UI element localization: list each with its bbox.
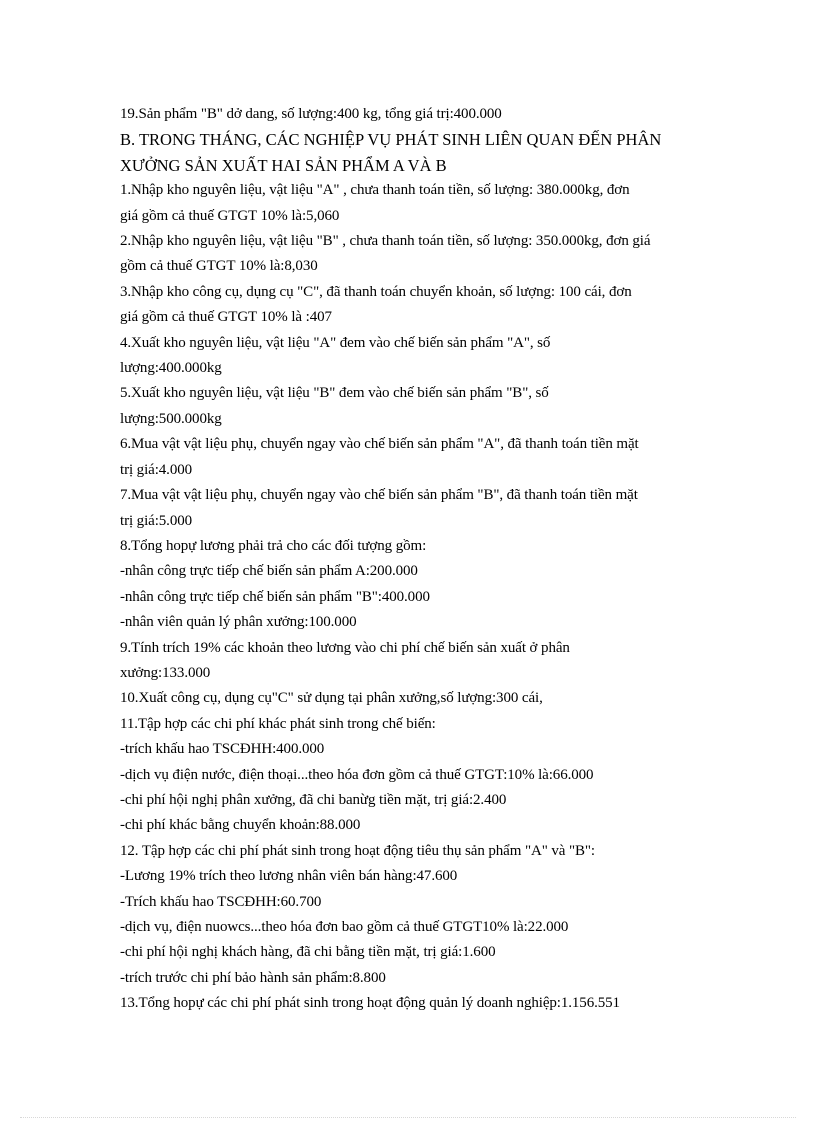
transaction-2-line-2: gồm cả thuế GTGT 10% là:8,030 [120, 258, 318, 275]
transaction-4-line-2: lượng:400.000kg [120, 360, 222, 377]
transaction-9-line-2: xưởng:133.000 [120, 664, 211, 681]
transaction-5-line-1: 5.Xuất kho nguyên liệu, vật liệu "B" đem vào chế biến sản phẩm "B", số [120, 385, 549, 402]
document-body [120, 102, 710, 1017]
transaction-9-line-1: 9.Tính trích 19% các khoản theo lương vào chi phí chế biến sản xuất ở phân [120, 639, 570, 656]
transaction-11-item-4: -chi phí khác bằng chuyển khoản:88.000 [120, 817, 361, 834]
transaction-3-line-2: giá gồm cả thuế GTGT 10% là :407 [120, 309, 332, 326]
transaction-12-item-3: -dịch vụ, điện nuowcs...theo hóa đơn bao gồm cả thuế GTGT10% là:22.000 [120, 919, 569, 935]
transaction-5-line-2: lượng:500.000kg [120, 410, 222, 427]
transaction-12-item-1: -Lương 19% trích theo lương nhân viên bán hàng:47.600 [120, 868, 458, 885]
transaction-11-heading: 11.Tập hợp các chi phí khác phát sinh trong chế biến: [120, 715, 436, 732]
transaction-12-item-5: -trích trước chi phí bảo hành sản phẩm:8.800 [120, 969, 386, 986]
transaction-4-line-1: 4.Xuất kho nguyên liệu, vật liệu "A" đem vào chế biến sản phẩm "A", số [120, 334, 551, 351]
transaction-1-line-2: giá gồm cả thuế GTGT 10% là:5,060 [120, 207, 340, 224]
transaction-6-line-1: 6.Mua vật vật liệu phụ, chuyển ngay vào chế biến sản phẩm "A", đã thanh toán tiền mặt [120, 436, 639, 453]
transaction-1-line-1: 1.Nhập kho nguyên liệu, vật liệu "A" , chưa thanh toán tiền, số lượng: 380.000kg, đơn [120, 182, 630, 199]
transaction-8-item-3: -nhân viên quản lý phân xưởng:100.000 [120, 614, 357, 631]
section-b-heading-line-2: XƯỞNG SẢN XUẤT HAI SẢN PHẨM A VÀ B [120, 155, 447, 175]
item-19-wip-product-b: 19.Sản phẩm "B" dở dang, số lượng:400 kg, tổng giá trị:400.000 [120, 106, 502, 122]
transaction-12-item-2: -Trích khấu hao TSCĐHH:60.700 [120, 893, 322, 910]
transaction-8-item-1: -nhân công trực tiếp chế biến sản phẩm A:200.000 [120, 563, 418, 580]
page-bottom-divider [20, 1117, 796, 1118]
transaction-2-line-1: 2.Nhập kho nguyên liệu, vật liệu "B" , chưa thanh toán tiền, số lượng: 350.000kg, đơn giá [120, 233, 651, 250]
section-b-heading-line-1: B. TRONG THÁNG, CÁC NGHIỆP VỤ PHÁT SINH LIÊN QUAN ĐẾN PHÂN [120, 130, 662, 150]
transaction-7-line-1: 7.Mua vật vật liệu phụ, chuyển ngay vào chế biến sản phẩm "B", đã thanh toán tiền mặt [120, 487, 638, 504]
transaction-11-item-2: -dịch vụ điện nước, điện thoại...theo hóa đơn gồm cả thuế GTGT:10% là:66.000 [120, 766, 594, 783]
transaction-6-line-2: trị giá:4.000 [120, 461, 193, 478]
transaction-7-line-2: trị giá:5.000 [120, 512, 193, 529]
transaction-12-item-4: -chi phí hội nghị khách hàng, đã chi bằng tiền mặt, trị giá:1.600 [120, 944, 496, 961]
transaction-8-heading: 8.Tổng hopự lương phải trả cho các đối tượng gồm: [120, 537, 427, 554]
transaction-8-item-2: -nhân công trực tiếp chế biến sản phẩm "B":400.000 [120, 588, 430, 605]
transaction-13: 13.Tổng hopự các chi phí phát sinh trong hoạt động quản lý doanh nghiệp:1.156.551 [120, 995, 620, 1012]
transaction-11-item-1: -trích khấu hao TSCĐHH:400.000 [120, 741, 325, 758]
transaction-10: 10.Xuất công cụ, dụng cụ"C" sử dụng tại phân xưởng,số lượng:300 cái, [120, 690, 543, 707]
transaction-12-heading: 12. Tập hợp các chi phí phát sinh trong hoạt động tiêu thụ sản phẩm "A" và "B": [120, 842, 596, 859]
transaction-11-item-3: -chi phí hội nghị phân xưởng, đã chi banừg tiền mặt, trị giá:2.400 [120, 791, 507, 808]
transaction-3-line-1: 3.Nhập kho công cụ, dụng cụ "C", đã thanh toán chuyển khoản, số lượng: 100 cái, đơn [120, 283, 632, 300]
